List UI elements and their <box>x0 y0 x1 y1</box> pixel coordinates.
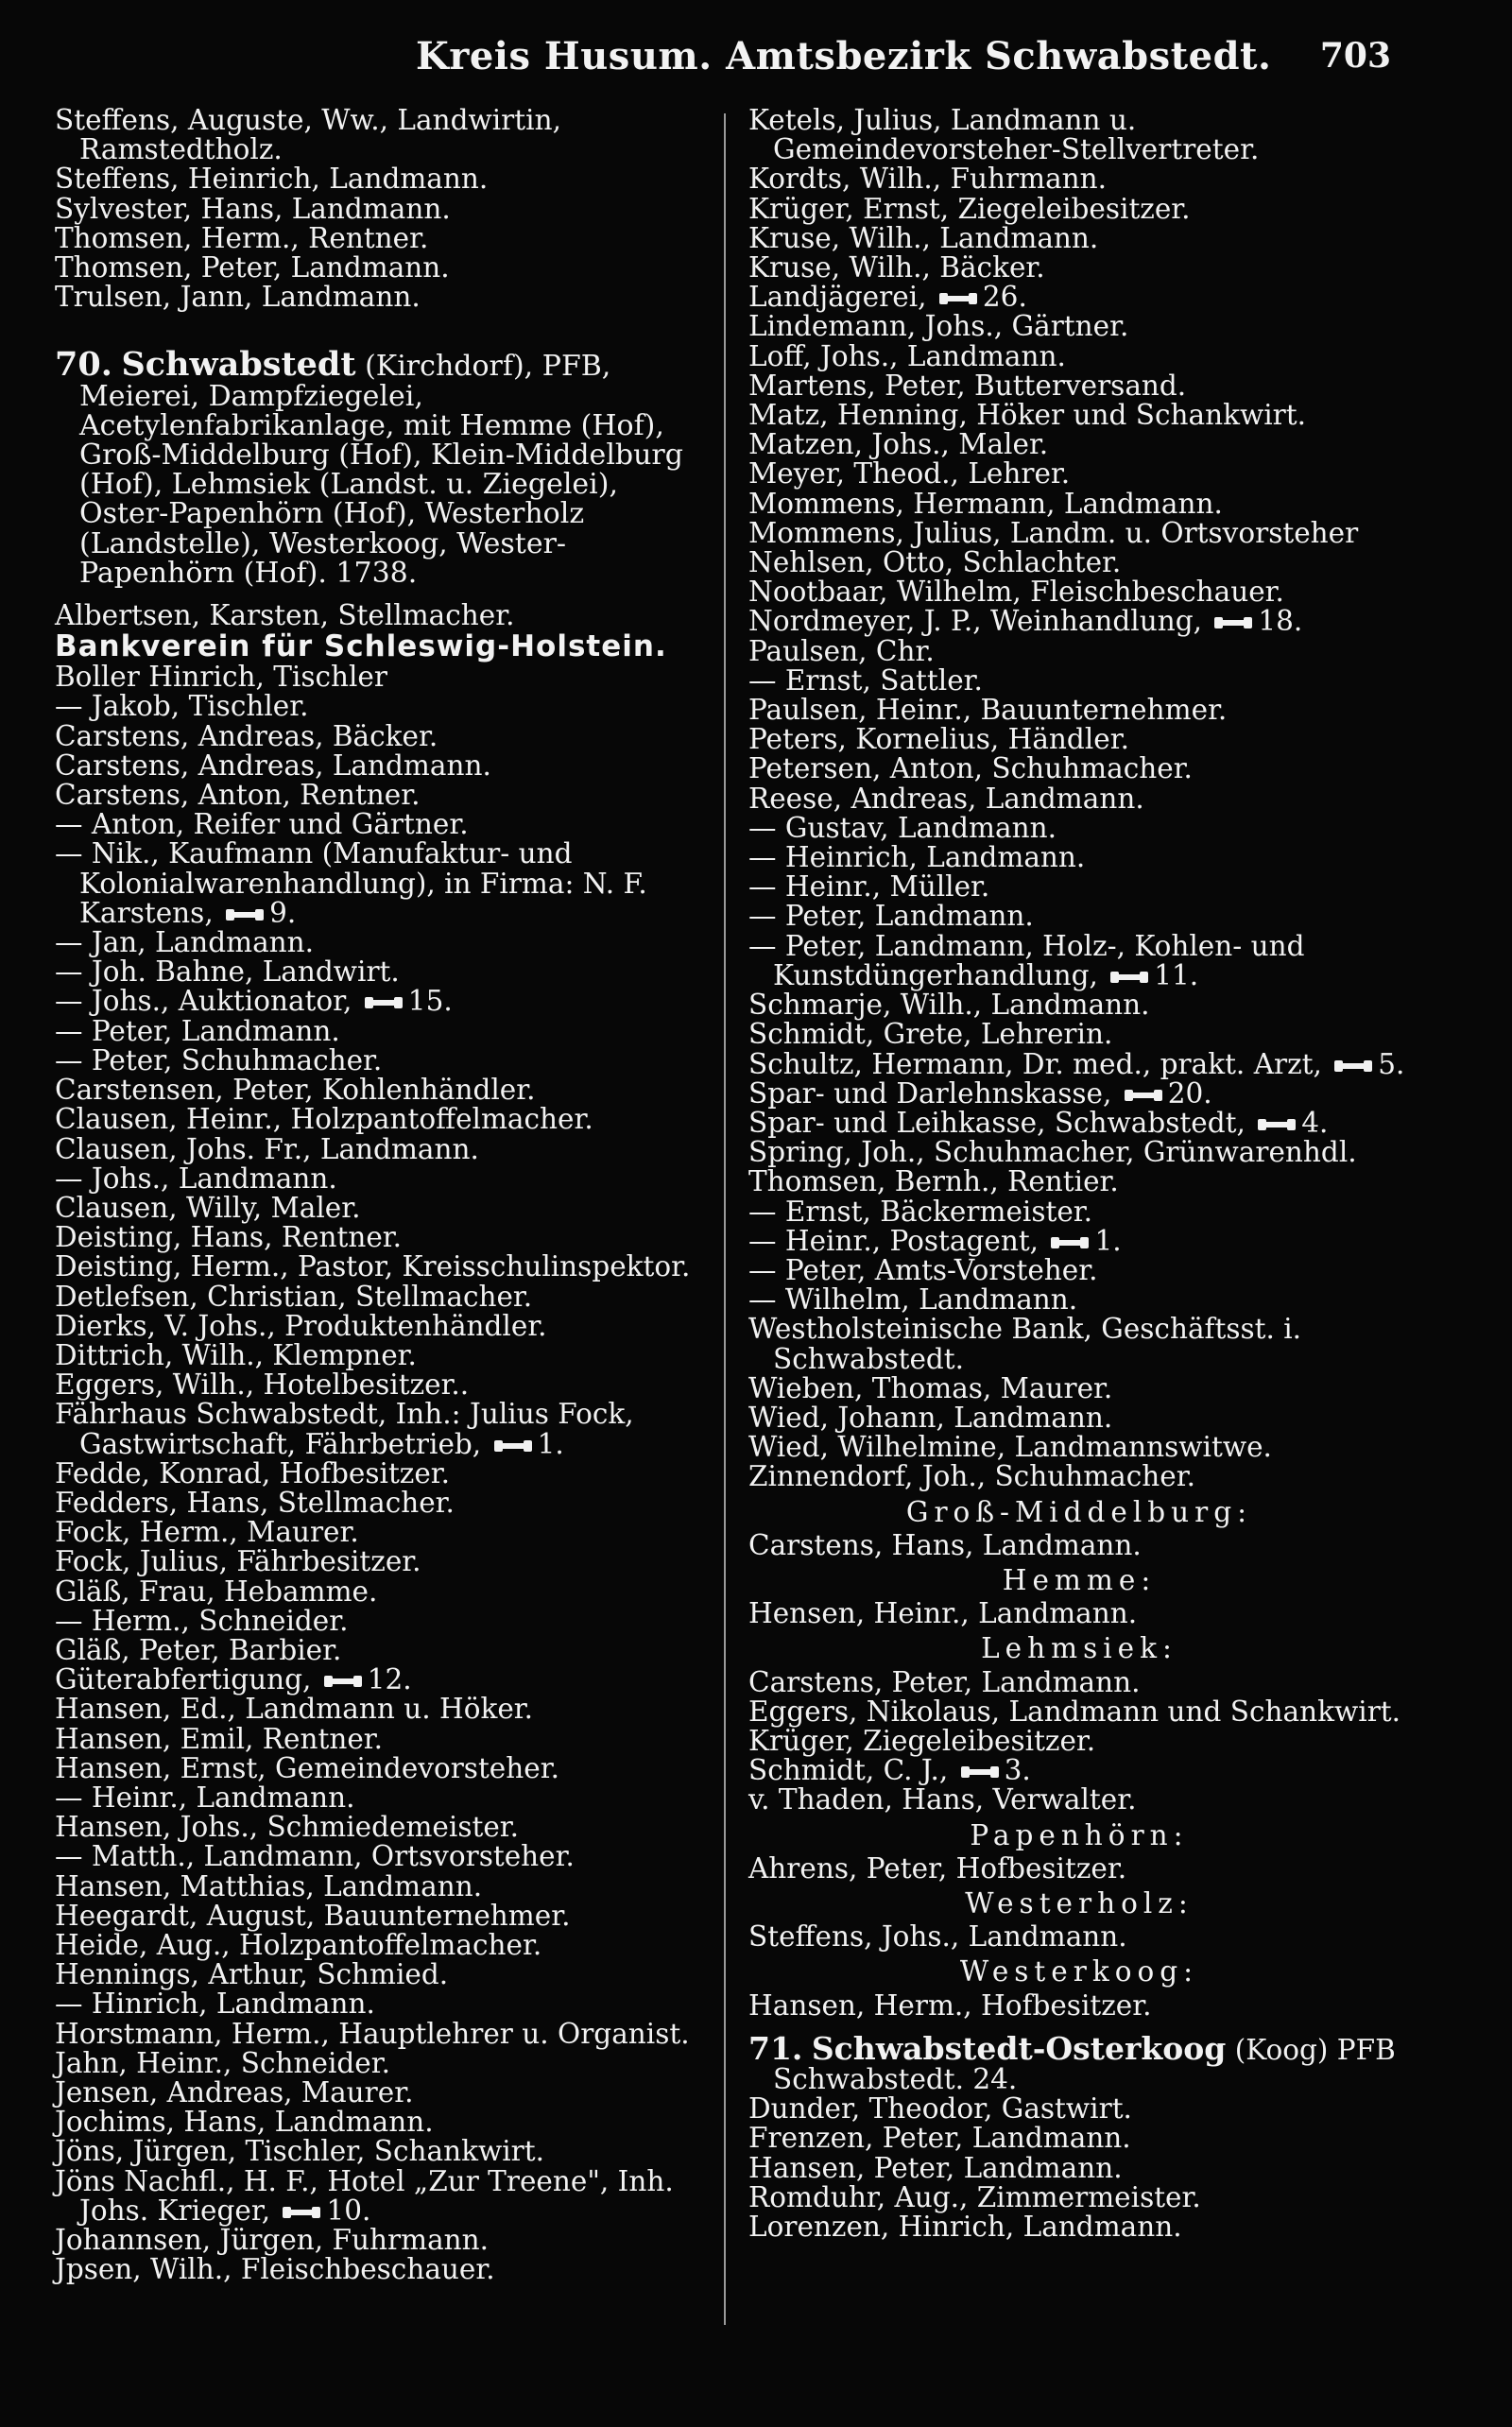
directory-entry <box>55 1783 707 1813</box>
directory-entry <box>748 1047 1410 1080</box>
directory-entry <box>748 725 1410 754</box>
entry-text: Heegardt, August, Bauunternehmer. <box>55 1899 571 1932</box>
left-entries <box>55 663 707 2284</box>
directory-entry <box>748 2094 1410 2124</box>
entry-text: Nootbaar, Wilhelm, Fleischbeschauer. <box>748 576 1284 609</box>
directory-entry <box>55 719 707 752</box>
entry-text: — Heinr., Müller. <box>748 870 990 904</box>
entry-text: Jahn, Heinr., Schneider. <box>55 2046 390 2079</box>
column-divider <box>724 113 726 2325</box>
directory-entry <box>748 192 1410 225</box>
directory-entry <box>55 2137 707 2166</box>
directory-entry <box>748 1988 1410 2022</box>
entry-text: Petersen, Anton, Schuhmacher. <box>748 752 1193 785</box>
directory-entry <box>55 839 707 928</box>
directory-entry <box>55 253 707 283</box>
entry-text: Hansen, Ed., Landmann u. Höker. <box>55 1693 534 1726</box>
entry-text: Schultz, Hermann, Dr. med., prakt. Arzt, <box>748 1047 1322 1080</box>
directory-entry <box>55 987 707 1016</box>
subsection-heading: Hemme: <box>1002 1563 1157 1596</box>
entry-text: Kruse, Wilh., Landmann. <box>748 221 1099 254</box>
left-top-entries <box>55 106 707 312</box>
entry-text: Dierks, V. Johs., Produktenhändler. <box>55 1309 547 1342</box>
directory-entry <box>55 1547 707 1576</box>
entry-text: Detlefsen, Christian, Stellmacher. <box>55 1280 533 1313</box>
entry-text: Kruse, Wilh., Bäcker. <box>748 251 1045 284</box>
entry-text: — Ernst, Sattler. <box>748 663 983 697</box>
telephone-icon <box>1258 1117 1296 1132</box>
entry-text: Horstmann, Herm., Hauptlehrer u. Organist. <box>55 2017 690 2050</box>
entry-text: Hansen, Emil, Rentner. <box>55 1722 384 1755</box>
directory-entry <box>55 692 707 721</box>
directory-entry <box>748 929 1410 991</box>
entry-text: Romduhr, Aug., Zimmermeister. <box>748 2180 1201 2213</box>
directory-entry <box>55 1960 707 1989</box>
entry-text: Hennings, Arthur, Schmied. <box>55 1958 449 1991</box>
directory-entry <box>748 1253 1410 1286</box>
directory-entry <box>55 1577 707 1607</box>
entry-text: Fedders, Hans, Stellmacher. <box>55 1486 455 1519</box>
entry-text: Trulsen, Jann, Landmann. <box>55 281 421 314</box>
directory-entry <box>55 2226 707 2255</box>
phone-number: 1. <box>1094 1224 1122 1257</box>
directory-entry <box>748 754 1410 783</box>
directory-entry <box>748 106 1410 164</box>
entry-text: Landjägerei, <box>748 281 927 314</box>
telephone-icon <box>1110 970 1148 985</box>
directory-entry <box>55 2017 707 2050</box>
entry-text: Paulsen, Chr. <box>748 634 935 667</box>
place-heading-70 <box>55 345 707 590</box>
page-number: 703 <box>1319 36 1391 76</box>
directory-entry <box>748 1785 1410 1815</box>
directory-entry <box>55 1164 707 1194</box>
directory-entry <box>748 1599 1410 1628</box>
entry-text: — Hinrich, Landmann. <box>55 1988 375 2021</box>
entry-text: Jochims, Hans, Landmann. <box>55 2106 434 2139</box>
entry-text: Schmidt, Grete, Lehrerin. <box>748 1018 1113 1051</box>
entry-text: — Herm., Schneider. <box>55 1604 349 1637</box>
entry-text: Nordmeyer, J. P., Weinhandlung, <box>748 605 1202 638</box>
phone-number: 3. <box>1004 1754 1031 1787</box>
entry-text: Lorenzen, Hinrich, Landmann. <box>748 2211 1182 2244</box>
entry-text: — Anton, Reifer und Gärtner. <box>55 808 469 841</box>
directory-entry <box>748 843 1410 872</box>
entry-text: Lindemann, Johs., Gärtner. <box>748 310 1129 343</box>
directory-entry <box>55 1722 707 1755</box>
directory-entry <box>748 1076 1410 1110</box>
directory-entry <box>748 990 1410 1020</box>
entry-text: Hensen, Heinr., Landmann. <box>748 1597 1138 1630</box>
directory-entry <box>748 253 1410 283</box>
phone-number: 15. <box>407 985 453 1018</box>
entry-text: Kordts, Wilh., Fuhrmann. <box>748 163 1108 196</box>
phone-number: 18. <box>1258 605 1303 638</box>
entry-text: — Wilhelm, Landmann. <box>748 1283 1078 1317</box>
directory-entry <box>748 2124 1410 2153</box>
directory-entry <box>748 2180 1410 2213</box>
directory-entry <box>55 1014 707 1047</box>
entry-text: Boller Hinrich, Tischler <box>55 661 387 694</box>
directory-entry <box>748 487 1410 520</box>
place-71-entries <box>748 2094 1410 2242</box>
phone-number: 26. <box>982 281 1027 314</box>
directory-entry <box>748 902 1410 931</box>
entry-text: Fedde, Konrad, Hofbesitzer. <box>55 1456 451 1489</box>
directory-entry <box>55 1076 707 1105</box>
directory-entry <box>748 221 1410 254</box>
entry-text: Dunder, Theodor, Gastwirt. <box>748 2092 1132 2126</box>
directory-entry <box>748 1851 1410 1885</box>
entry-text: — Nik., Kaufmann (Manufaktur- und Kolonialwarenhandlung), in Firma: N. F. Karstens, <box>55 837 647 929</box>
directory-entry <box>55 2255 707 2284</box>
entry-text: Eggers, Nikolaus, Landmann und Schankwirt. <box>748 1695 1401 1728</box>
entry-text: Clausen, Heinr., Holzpantoffelmacher. <box>55 1103 593 1136</box>
entry-text: — Gustav, Landmann. <box>748 811 1057 844</box>
directory-entry <box>55 2078 707 2108</box>
directory-entry <box>55 1633 707 1666</box>
directory-entry <box>55 1751 707 1784</box>
entry-text: Thomsen, Herm., Rentner. <box>55 221 429 254</box>
entry-text: Hansen, Herm., Hofbesitzer. <box>748 1988 1152 2022</box>
directory-entry <box>748 811 1410 844</box>
entry-text: Reese, Andreas, Landmann. <box>748 782 1144 815</box>
directory-entry <box>55 1223 707 1252</box>
entry-text: Matz, Henning, Höker und Schankwirt. <box>748 399 1306 432</box>
entry-text: — Jan, Landmann. <box>55 926 315 959</box>
directory-entry <box>55 1665 707 1695</box>
directory-entry <box>748 401 1410 430</box>
right-column <box>748 106 1410 2242</box>
entry-text: Jöns Nachfl., H. F., Hotel „Zur Treene", Inh. Johs. Krieger, <box>55 2164 674 2227</box>
directory-entry <box>748 1138 1410 1167</box>
directory-entry <box>748 696 1410 725</box>
entry-text: Zinnendorf, Joh., Schuhmacher. <box>748 1460 1195 1493</box>
entry-text: — Johs., Landmann. <box>55 1162 337 1195</box>
directory-entry <box>55 106 707 164</box>
entry-text: Wied, Wilhelmine, Landmannswitwe. <box>748 1431 1272 1464</box>
entry-text: Frenzen, Peter, Landmann. <box>748 2122 1131 2155</box>
entry-text: — Peter, Amts-Vorsteher. <box>748 1253 1098 1286</box>
directory-entry <box>748 516 1410 549</box>
directory-entry <box>55 2164 707 2227</box>
directory-entry <box>55 1869 707 1902</box>
phone-number: 4. <box>1301 1106 1329 1139</box>
entry-text: Güterabfertigung, <box>55 1663 312 1696</box>
directory-entry <box>748 634 1410 667</box>
right-sections <box>748 1495 1410 2022</box>
directory-entry <box>55 1191 707 1224</box>
directory-entry <box>55 2108 707 2137</box>
directory-entry <box>748 1756 1410 1785</box>
telephone-icon <box>365 995 403 1010</box>
directory-entry <box>55 2046 707 2079</box>
subsection-entries <box>748 1665 1410 1816</box>
subsection-entries <box>748 1528 1410 1561</box>
directory-entry <box>55 1370 707 1400</box>
entry-text: Carstens, Peter, Landmann. <box>748 1665 1141 1698</box>
directory-entry <box>55 1252 707 1282</box>
directory-entry <box>55 751 707 781</box>
left-column <box>55 106 707 2284</box>
directory-entry <box>55 164 707 194</box>
entry-text: Carstensen, Peter, Kohlenhändler. <box>55 1074 536 1107</box>
directory-entry <box>748 312 1410 341</box>
directory-entry <box>55 1604 707 1637</box>
telephone-icon <box>939 291 977 306</box>
entry-text: Hansen, Johs., Schmiedemeister. <box>55 1811 520 1844</box>
entry-text: — Peter, Landmann. <box>55 1014 340 1047</box>
directory-entry <box>748 1167 1410 1196</box>
directory-entry <box>55 1695 707 1724</box>
entry-text: Westholsteinische Bank, Geschäftsst. i. Schwabstedt. <box>748 1313 1302 1375</box>
directory-entry <box>748 548 1410 577</box>
entry-text: — Jakob, Tischler. <box>55 690 309 723</box>
entry-text: Eggers, Wilh., Hotelbesitzer.. <box>55 1368 470 1402</box>
entry-text: Mommens, Hermann, Landmann. <box>748 487 1223 520</box>
entry-text: Sylvester, Hans, Landmann. <box>55 192 451 225</box>
directory-entry <box>55 781 707 810</box>
directory-entry <box>748 1922 1410 1952</box>
entry-text: Krüger, Ernst, Ziegeleibesitzer. <box>748 192 1191 225</box>
telephone-icon <box>226 907 264 922</box>
entry-text: — Heinrich, Landmann. <box>748 841 1086 874</box>
phone-number: 20. <box>1167 1076 1212 1110</box>
entry-text: Fock, Julius, Fährbesitzer. <box>55 1545 421 1578</box>
subsection-heading: Lehmsiek: <box>981 1632 1177 1665</box>
directory-entry <box>55 1842 707 1871</box>
telephone-icon <box>1334 1059 1372 1074</box>
entry-text: Schmidt, C. J., <box>748 1754 949 1787</box>
directory-entry <box>748 1020 1410 1049</box>
entry-text: Jöns, Jürgen, Tischler, Schankwirt. <box>55 2135 544 2168</box>
phone-number: 11. <box>1154 958 1199 991</box>
entry-text: Deisting, Herm., Pastor, Kreisschulinspektor. <box>55 1250 691 1283</box>
telephone-icon <box>494 1438 532 1454</box>
entry-text: Clausen, Johs. Fr., Landmann. <box>55 1132 479 1165</box>
directory-entry <box>748 1315 1410 1373</box>
phone-number: 12. <box>367 1663 412 1696</box>
telephone-icon <box>1051 1235 1089 1250</box>
entry-text: Clausen, Willy, Maler. <box>55 1191 361 1224</box>
entry-text: Carstens, Andreas, Landmann. <box>55 749 491 782</box>
subsection-heading: Westerholz: <box>965 1886 1194 1919</box>
telephone-icon <box>283 2205 320 2220</box>
entry-text: Jpsen, Wilh., Fleischbeschauer. <box>55 2253 495 2286</box>
directory-entry <box>748 283 1410 312</box>
entry-text: — Matth., Landmann, Ortsvorsteher. <box>55 1840 575 1873</box>
entry-text: Thomsen, Bernh., Rentier. <box>748 1165 1119 1198</box>
phone-number: 9. <box>269 896 297 929</box>
entry-text: Jensen, Andreas, Maurer. <box>55 2076 414 2109</box>
subsection-heading: Groß-Middelburg: <box>905 1495 1253 1528</box>
entry-text: Thomsen, Peter, Landmann. <box>55 251 450 284</box>
directory-entry <box>748 1462 1410 1491</box>
directory-entry <box>55 1899 707 1932</box>
directory-entry <box>748 1528 1410 1561</box>
entry-text: Ahrens, Peter, Hofbesitzer. <box>748 1851 1127 1885</box>
entry-text: Gläß, Peter, Barbier. <box>55 1633 342 1666</box>
entry-text: — Ernst, Bäckermeister. <box>748 1195 1093 1228</box>
entry-text: Krüger, Ziegeleibesitzer. <box>748 1724 1096 1757</box>
directory-entry <box>748 1724 1410 1757</box>
directory-entry <box>748 577 1410 607</box>
directory-entry <box>748 663 1410 697</box>
directory-entry <box>55 928 707 957</box>
entry-text: v. Thaden, Hans, Verwalter. <box>748 1783 1137 1816</box>
entry-text: Loff, Johs., Landmann. <box>748 339 1066 372</box>
entry-text: Peters, Kornelius, Händler. <box>748 723 1129 756</box>
place-number: 70. <box>55 345 112 385</box>
entry-text: Spar- und Darlehnskasse, <box>748 1076 1112 1110</box>
directory-entry <box>55 283 707 312</box>
directory-entry <box>748 784 1410 814</box>
directory-entry <box>55 663 707 692</box>
entry-text: Fährhaus Schwabstedt, Inh.: Julius Fock, Gastwirtschaft, Fährbetrieb, <box>55 1398 634 1460</box>
phone-number: 1. <box>537 1427 564 1460</box>
entry-text: Paulsen, Heinr., Bauunternehmer. <box>748 694 1228 727</box>
directory-entry <box>748 1106 1410 1139</box>
subsection-entries <box>748 1851 1410 1885</box>
subsection-entries <box>748 1922 1410 1952</box>
directory-entry <box>55 1400 707 1458</box>
directory-entry <box>55 810 707 839</box>
directory-entry <box>748 164 1410 194</box>
right-entries <box>748 106 1410 1492</box>
phone-number: 10. <box>326 2194 371 2227</box>
directory-entry <box>748 459 1410 489</box>
entry-text: Wied, Johann, Landmann. <box>748 1401 1113 1434</box>
directory-entry <box>748 1665 1410 1698</box>
entry-text: Matzen, Johs., Maler. <box>748 428 1049 461</box>
bank-heading: Bankverein für Schleswig-Holstein. <box>55 629 667 664</box>
entry-text: — Heinr., Landmann. <box>55 1781 355 1814</box>
directory-entry <box>748 1433 1410 1462</box>
directory-entry <box>55 1989 707 2019</box>
entry-text: — Peter, Landmann. <box>748 900 1034 933</box>
entry-text: Spring, Joh., Schuhmacher, Grünwarenhdl. <box>748 1136 1357 1169</box>
directory-entry <box>748 607 1410 636</box>
entry-text: Johannsen, Jürgen, Fuhrmann. <box>55 2224 490 2257</box>
directory-entry <box>55 1105 707 1134</box>
place-name: Schwabstedt-Osterkoog <box>811 2029 1227 2067</box>
directory-entry <box>55 957 707 987</box>
entry-text: Hansen, Peter, Landmann. <box>748 2151 1123 2184</box>
directory-entry <box>748 1403 1410 1433</box>
telephone-icon <box>324 1674 362 1689</box>
directory-entry <box>748 1697 1410 1727</box>
directory-entry <box>748 371 1410 401</box>
entry-text: Meyer, Theod., Lehrer. <box>748 457 1071 491</box>
entry-text: — Peter, Schuhmacher. <box>55 1043 383 1076</box>
entry-text: Hansen, Matthias, Landmann. <box>55 1869 483 1902</box>
directory-entry <box>748 1197 1410 1227</box>
phone-number: 5. <box>1378 1047 1405 1080</box>
entry-text: Carstens, Hans, Landmann. <box>748 1528 1142 1561</box>
directory-entry <box>55 1309 707 1342</box>
entry-text: Steffens, Heinrich, Landmann. <box>55 163 489 196</box>
entry-text: Martens, Peter, Butterversand. <box>748 369 1187 402</box>
entry-text: Nehlsen, Otto, Schlachter. <box>748 546 1122 579</box>
directory-entry: Albertsen, Karsten, Stellmacher. <box>55 599 515 632</box>
directory-entry <box>748 872 1410 902</box>
telephone-icon <box>1125 1088 1162 1103</box>
entry-text: Carstens, Anton, Rentner. <box>55 779 421 812</box>
place-name: Schwabstedt <box>121 345 356 385</box>
entry-text: Fock, Herm., Maurer. <box>55 1516 359 1549</box>
entry-text: — Joh. Bahne, Landwirt. <box>55 955 400 989</box>
subsection-heading: Westerkoog: <box>959 1955 1199 1988</box>
entry-text: Steffens, Johs., Landmann. <box>748 1920 1127 1954</box>
entry-text: Wieben, Thomas, Maurer. <box>748 1371 1113 1404</box>
directory-entry <box>55 1813 707 1842</box>
directory-entry <box>55 1518 707 1547</box>
entry-text: Carstens, Andreas, Bäcker. <box>55 719 438 752</box>
directory-entry <box>55 1486 707 1519</box>
directory-entry <box>55 1282 707 1312</box>
telephone-icon <box>1214 615 1252 630</box>
directory-entry <box>748 430 1410 459</box>
entry-text: Ketels, Julius, Landmann u. Gemeindevorsteher-Stellvertreter. <box>748 104 1260 166</box>
directory-entry <box>55 221 707 254</box>
entry-text: Steffens, Auguste, Ww., Landwirtin, Ramstedtholz. <box>55 104 561 166</box>
directory-entry <box>55 1338 707 1371</box>
entry-text: — Peter, Landmann, Holz-, Kohlen- und Kunstdüngerhandlung, <box>748 929 1305 991</box>
place-details: (Koog) PFB Schwabstedt. 24. <box>773 2033 1396 2095</box>
place-heading-71 <box>748 2029 1410 2095</box>
entry-text: Schmarje, Wilh., Landmann. <box>748 989 1150 1022</box>
directory-entry <box>748 1285 1410 1315</box>
directory-entry <box>55 192 707 225</box>
entry-text: Hansen, Ernst, Gemeindevorsteher. <box>55 1751 559 1784</box>
page-title: Kreis Husum. Amtsbezirk Schwabstedt. <box>416 34 1272 78</box>
directory-entry <box>748 2212 1410 2242</box>
subsection-entries <box>748 1988 1410 2022</box>
subsection-heading: Papenhörn: <box>970 1818 1189 1851</box>
entry-text: Spar- und Leihkasse, Schwabstedt, <box>748 1106 1246 1139</box>
directory-entry <box>55 1132 707 1165</box>
directory-entry <box>748 2151 1410 2184</box>
directory-entry <box>55 1456 707 1489</box>
entry-text: Heide, Aug., Holzpantoffelmacher. <box>55 1928 542 1961</box>
directory-entry <box>748 1224 1410 1257</box>
entry-text: — Johs., Auktionator, <box>55 985 352 1018</box>
directory-entry <box>748 339 1410 372</box>
entry-text: Mommens, Julius, Landm. u. Ortsvorsteher <box>748 516 1359 549</box>
place-details: (Kirchdorf), PFB, Meierei, Dampfziegelei, Acetylenfabrikanlage, mit Hemme (Hof), Groß-Middelburg (Hof), Klein-Middelburg (Hof), Lehmsiek (Landst. u. Ziegelei), Oster-Papenhörn (Hof), Westerholz (Landstelle), Westerkoog, Wester-Papenhörn (Hof). 1738. <box>79 350 683 590</box>
directory-entry <box>748 1371 1410 1404</box>
entry-text: — Heinr., Postagent, <box>748 1224 1040 1257</box>
place-number: 71. <box>748 2029 803 2067</box>
directory-entry <box>55 1043 707 1076</box>
directory-entry <box>55 1928 707 1961</box>
page-header <box>0 34 1512 83</box>
entry-text: Gläß, Frau, Hebamme. <box>55 1575 378 1608</box>
subsection-entries <box>748 1599 1410 1628</box>
entry-text: Dittrich, Wilh., Klempner. <box>55 1338 417 1371</box>
telephone-icon <box>961 1764 999 1780</box>
entry-text: Deisting, Hans, Rentner. <box>55 1221 403 1254</box>
